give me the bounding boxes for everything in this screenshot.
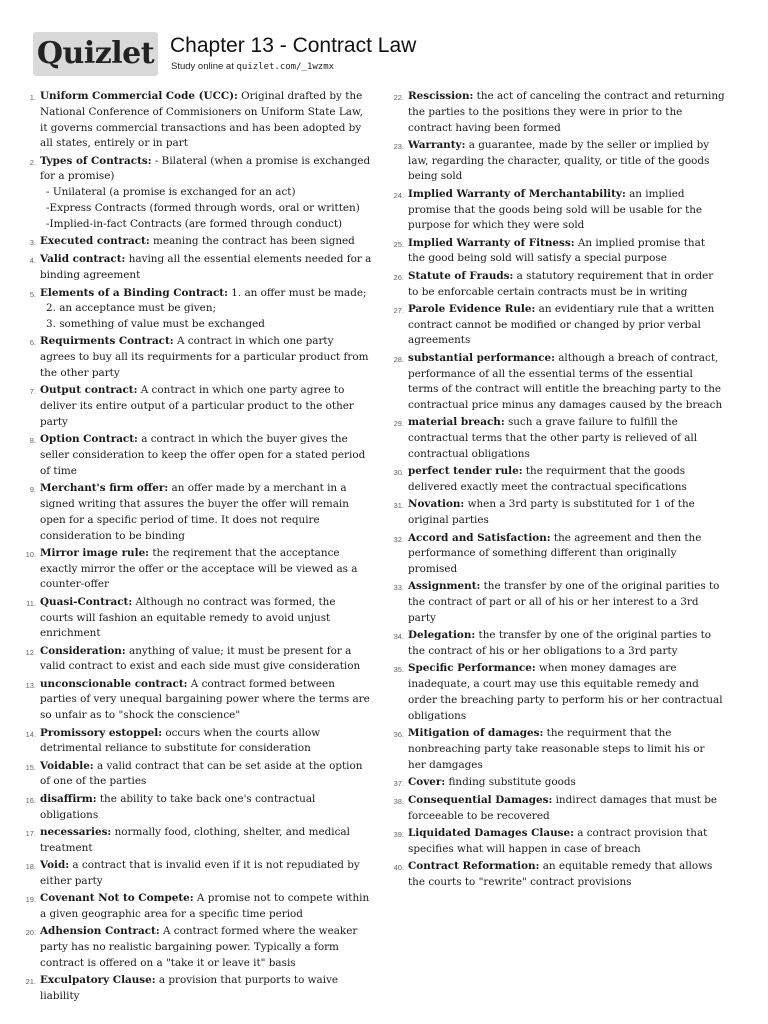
list-item bbox=[382, 579, 725, 626]
item-body bbox=[40, 924, 372, 971]
list-item bbox=[382, 793, 725, 825]
list-item bbox=[382, 236, 725, 268]
item-definition: the requirment that the goods delivered exactly meet the contractual specifications bbox=[408, 465, 687, 494]
item-definition: A contract in which one party agree to deliver its entire output of a particular product to the other party bbox=[40, 384, 354, 428]
item-number: 12. bbox=[25, 647, 36, 657]
item-definition: - Bilateral (when a promise is exchanged for a promise) bbox=[40, 154, 371, 183]
item-term: Implied Warranty of Merchantability: bbox=[408, 187, 626, 200]
list-item bbox=[382, 826, 725, 858]
item-body bbox=[408, 726, 725, 773]
list-item bbox=[382, 89, 725, 136]
item-body bbox=[408, 302, 725, 349]
item-term: disaffirm: bbox=[40, 792, 97, 805]
item-body bbox=[408, 531, 725, 578]
item-number: 9. bbox=[29, 485, 36, 495]
item-term: Output contract: bbox=[40, 384, 138, 397]
item-definition: normally food, clothing, shelter, and medical treatment bbox=[40, 825, 350, 854]
list-item bbox=[382, 269, 725, 301]
item-number: 19. bbox=[25, 895, 36, 905]
item-body bbox=[40, 891, 372, 923]
item-term: Parole Evidence Rule: bbox=[408, 302, 536, 315]
item-number: 16. bbox=[25, 795, 36, 805]
right-column bbox=[382, 89, 725, 893]
item-number: 2. bbox=[29, 157, 36, 167]
list-item bbox=[382, 351, 725, 414]
item-definition: the requirment that the nonbreaching party take reasonable steps to limit his or her damgages bbox=[408, 727, 705, 771]
item-number: 27. bbox=[393, 305, 404, 315]
item-subline: -Express Contracts (formed through words, oral or written) bbox=[46, 202, 360, 215]
item-body bbox=[40, 252, 372, 284]
item-term: Specific Performance: bbox=[408, 662, 536, 675]
list-item bbox=[14, 546, 372, 593]
item-number: 30. bbox=[393, 468, 404, 478]
item-number: 14. bbox=[25, 729, 36, 739]
item-subline: 3. something of value must be exchanged bbox=[46, 318, 265, 331]
item-body bbox=[40, 432, 372, 479]
item-term: unconscionable contract: bbox=[40, 677, 188, 690]
list-item bbox=[14, 286, 372, 333]
item-term: Consequential Damages: bbox=[408, 794, 553, 807]
item-definition: an implied promise that the goods being sold will be usable for the purpose for which they were sold bbox=[408, 187, 703, 232]
list-item bbox=[14, 481, 372, 544]
item-body bbox=[408, 775, 725, 791]
list-item bbox=[382, 775, 725, 792]
item-definition: A contract formed between parties of very unequal bargaining power where the terms are so unfair as to "shock the conscience" bbox=[40, 677, 370, 722]
item-definition: although a breach of contract, performance of all the essential terms of the essential terms of the contract will entitle the breaching party to the contractual price minus any damages caused by the breach bbox=[408, 351, 723, 412]
item-body bbox=[40, 973, 372, 1005]
item-number: 15. bbox=[25, 762, 36, 772]
item-definition: a contract that is invalid even if it is not repudiated by either party bbox=[40, 858, 360, 887]
item-definition: A contract formed where the weaker party has no realistic bargaining power. Typically a form contract is offered on a "take it or leave it" basis bbox=[40, 925, 358, 969]
item-term: Merchant's firm offer: bbox=[40, 482, 169, 495]
item-body bbox=[408, 497, 725, 529]
item-body bbox=[40, 481, 372, 544]
list-item bbox=[14, 252, 372, 284]
item-body bbox=[40, 825, 372, 857]
item-definition: a statutory requirement that in order to be enforcable certain contracts must be in writing bbox=[408, 269, 714, 298]
item-body bbox=[408, 415, 725, 462]
item-number: 38. bbox=[393, 797, 404, 807]
item-definition: An implied promise that the good being sold will satisfy a special purpose bbox=[408, 236, 705, 265]
item-number: 11. bbox=[26, 598, 36, 608]
item-number: 1. bbox=[29, 93, 36, 102]
item-number: 20. bbox=[25, 928, 36, 938]
item-definition: having all the essential elements needed for a binding agreement bbox=[40, 253, 372, 282]
item-term: perfect tender rule: bbox=[408, 465, 523, 478]
item-body bbox=[40, 234, 372, 250]
item-number: 13. bbox=[25, 680, 36, 690]
list-item bbox=[382, 628, 725, 660]
item-term: Quasi-Contract: bbox=[40, 595, 133, 608]
item-definition: anything of value; it must be present for a valid contract to exist and each side must give consideration bbox=[40, 644, 361, 673]
item-term: Statute of Frauds: bbox=[408, 269, 514, 282]
item-number: 5. bbox=[29, 289, 36, 299]
item-number: 3. bbox=[29, 238, 36, 248]
item-definition: a valid contract that can be set aside at the option of one of the parties bbox=[40, 759, 363, 788]
list-item bbox=[14, 154, 372, 233]
item-subline: -Implied-in-fact Contracts (are formed through conduct) bbox=[46, 217, 343, 230]
item-number: 26. bbox=[393, 272, 404, 282]
item-number: 24. bbox=[393, 190, 404, 200]
item-definition: a contract in which the buyer gives the seller consideration to keep the offer open for a stated period of time bbox=[40, 433, 366, 477]
list-item bbox=[382, 661, 725, 724]
item-body bbox=[408, 628, 725, 660]
item-definition: the transfer by one of the original parties to the contract of his or her obligations to a 3rd party bbox=[408, 629, 712, 658]
item-body bbox=[40, 154, 372, 233]
item-body bbox=[408, 859, 725, 891]
item-definition: such a grave failure to fulfill the contractual terms that the other party is relieved of all contractual obligations bbox=[408, 416, 698, 461]
list-item bbox=[14, 432, 372, 479]
item-term: Assignment: bbox=[408, 580, 481, 593]
item-term: Requirments Contract: bbox=[40, 335, 174, 348]
item-number: 22. bbox=[393, 93, 404, 102]
page-title: Chapter 13 - Contract Law bbox=[170, 34, 417, 57]
item-number: 31. bbox=[393, 501, 404, 511]
item-term: Valid contract: bbox=[40, 253, 126, 266]
list-item bbox=[382, 859, 725, 891]
item-number: 37. bbox=[393, 778, 404, 788]
item-body bbox=[40, 89, 372, 152]
left-column bbox=[14, 89, 372, 1006]
list-item bbox=[14, 924, 372, 971]
item-subline: - Unilateral (a promise is exchanged for an act) bbox=[46, 186, 296, 199]
item-body bbox=[408, 138, 725, 185]
item-number: 25. bbox=[393, 239, 404, 249]
item-term: Mitigation of damages: bbox=[408, 727, 544, 740]
list-item bbox=[14, 334, 372, 381]
list-item bbox=[14, 759, 372, 791]
item-term: Mirror image rule: bbox=[40, 546, 150, 559]
item-definition: the transfer by one of the original parities to the contract of part or all of his or her interest to a 3rd party bbox=[408, 580, 720, 624]
item-definition: a provision that purports to waive liability bbox=[40, 974, 339, 1002]
study-url-link[interactable]: quizlet.com/_1wzmx bbox=[236, 62, 335, 72]
item-definition: A promise not to compete within a given geographic area for a specific time period bbox=[40, 892, 370, 920]
list-item bbox=[14, 858, 372, 890]
item-number: 36. bbox=[393, 730, 404, 740]
list-item bbox=[382, 187, 725, 234]
item-body bbox=[40, 286, 372, 333]
item-definition: Original drafted by the National Conference of Commisioners on Uniform State Law, it governs commercial transactions and has been adopted by all states, entirely or in part bbox=[40, 90, 363, 150]
item-body bbox=[408, 187, 725, 234]
item-term: Novation: bbox=[408, 498, 465, 511]
item-body bbox=[408, 236, 725, 268]
item-definition: occurs when the courts allow detrimental reliance to substitute for consideration bbox=[40, 726, 321, 755]
item-number: 39. bbox=[393, 830, 404, 840]
item-body bbox=[408, 661, 725, 724]
list-item bbox=[14, 383, 372, 430]
list-item bbox=[14, 792, 372, 824]
item-body bbox=[408, 464, 725, 496]
item-term: Rescission: bbox=[408, 90, 474, 102]
item-number: 8. bbox=[29, 436, 36, 446]
item-number: 33. bbox=[393, 583, 404, 593]
list-item bbox=[14, 234, 372, 251]
item-term: Uniform Commercial Code (UCC): bbox=[40, 90, 238, 102]
list-item bbox=[382, 726, 725, 773]
item-number: 40. bbox=[393, 863, 404, 873]
item-definition: the agreement and then the performance of something different than originally promised bbox=[408, 531, 702, 576]
item-term: Voidable: bbox=[40, 759, 94, 772]
quizlet-logo: Quizlet bbox=[33, 32, 158, 76]
item-term: Void: bbox=[40, 858, 70, 871]
item-definition: indirect damages that must be forceeable to be recovered bbox=[408, 794, 718, 823]
item-number: 23. bbox=[393, 141, 404, 151]
item-number: 29. bbox=[393, 419, 404, 429]
item-term: Contract Reformation: bbox=[408, 860, 540, 873]
item-term: Implied Warranty of Fitness: bbox=[408, 236, 575, 249]
item-body bbox=[40, 858, 372, 890]
item-number: 17. bbox=[25, 828, 36, 838]
item-body bbox=[40, 677, 372, 724]
item-term: Covenant Not to Compete: bbox=[40, 892, 194, 905]
item-term: Types of Contracts: bbox=[40, 154, 152, 167]
list-item bbox=[14, 89, 372, 152]
item-definition: when money damages are inadequate, a court may use this equitable remedy and order the breaching party to perform his or her contractual obligations bbox=[408, 662, 723, 722]
item-term: Warranty: bbox=[408, 138, 466, 151]
list-item bbox=[382, 415, 725, 462]
item-term: Executed contract: bbox=[40, 235, 150, 248]
item-term: Promissory estoppel: bbox=[40, 726, 163, 739]
list-item bbox=[14, 891, 372, 923]
item-term: Consideration: bbox=[40, 644, 126, 657]
list-item bbox=[382, 138, 725, 185]
list-item bbox=[382, 464, 725, 496]
item-body bbox=[40, 383, 372, 430]
item-body bbox=[408, 351, 725, 414]
item-definition: an offer made by a merchant in a signed writing that assures the buyer the offer will remain open for a specific period of time. It does not require consideration to be binding bbox=[40, 482, 349, 542]
item-definition: A contract in which one party agrees to buy all its requirments for a particular product from the other party bbox=[40, 335, 369, 380]
item-term: Cover: bbox=[408, 775, 446, 788]
item-definition: a guarantee, made by the seller or implied by law, regarding the character, quality, or title of the goods being sold bbox=[408, 138, 710, 183]
item-number: 34. bbox=[393, 632, 404, 642]
item-definition: the ability to take back one's contractual obligations bbox=[40, 792, 316, 821]
item-term: Exculpatory Clause: bbox=[40, 974, 156, 987]
item-definition: a contract provision that specifies what will happen in case of breach bbox=[408, 827, 708, 856]
item-term: Adhension Contract: bbox=[40, 925, 160, 938]
item-body bbox=[40, 546, 372, 593]
item-body bbox=[40, 726, 372, 758]
item-subline: 2. an acceptance must be given; bbox=[46, 302, 217, 315]
item-number: 10. bbox=[25, 549, 36, 559]
list-item bbox=[382, 531, 725, 578]
list-item bbox=[14, 595, 372, 642]
item-term: substantial performance: bbox=[408, 351, 555, 364]
item-definition: the reqirement that the acceptance exactly mirror the offer or the acceptace will be viewed as a counter-offer bbox=[40, 546, 358, 591]
item-body bbox=[408, 89, 725, 136]
item-term: Liquidated Damages Clause: bbox=[408, 827, 574, 840]
item-body bbox=[408, 269, 725, 301]
item-definition: when a 3rd party is substituted for 1 of the original parties bbox=[408, 498, 695, 527]
item-term: Elements of a Binding Contract: bbox=[40, 286, 228, 299]
item-term: Delegation: bbox=[408, 629, 476, 642]
item-body bbox=[40, 759, 372, 791]
item-number: 28. bbox=[393, 354, 404, 364]
item-body bbox=[40, 595, 372, 642]
item-definition: 1. an offer must be made; bbox=[227, 286, 367, 299]
item-term: Option Contract: bbox=[40, 433, 138, 446]
item-body bbox=[408, 579, 725, 626]
list-item bbox=[382, 497, 725, 529]
list-item bbox=[14, 677, 372, 724]
item-definition: finding substitute goods bbox=[445, 775, 576, 788]
item-definition: Although no contract was formed, the courts will fashion an equitable remedy to avoid unjust enrichment bbox=[40, 595, 336, 640]
item-definition: an equitable remedy that allows the courts to "rewrite" contract provisions bbox=[408, 860, 713, 889]
item-definition: meaning the contract has been signed bbox=[149, 235, 355, 248]
study-online-note bbox=[171, 61, 334, 72]
item-body bbox=[40, 792, 372, 824]
subtitle-prefix: Study online at bbox=[171, 61, 237, 72]
list-item bbox=[14, 644, 372, 676]
list-item bbox=[14, 973, 372, 1005]
item-number: 32. bbox=[393, 534, 404, 544]
item-number: 6. bbox=[29, 338, 36, 348]
page-header bbox=[33, 32, 733, 78]
item-number: 35. bbox=[393, 665, 404, 675]
item-definition: an evidentiary rule that a written contract cannot be modified or changed by prior verbal agreements bbox=[408, 302, 715, 347]
item-number: 4. bbox=[29, 256, 36, 266]
item-number: 21. bbox=[25, 977, 36, 987]
item-body bbox=[40, 334, 372, 381]
item-body bbox=[408, 826, 725, 858]
item-number: 7. bbox=[29, 387, 36, 397]
item-definition: the act of canceling the contract and returning the parties to the positions they were in prior to the contract having been formed bbox=[408, 90, 725, 134]
item-number: 18. bbox=[25, 861, 36, 871]
item-term: material breach: bbox=[408, 416, 505, 429]
list-item bbox=[14, 726, 372, 758]
item-term: Accord and Satisfaction: bbox=[408, 531, 551, 544]
item-body bbox=[40, 644, 372, 676]
item-body bbox=[408, 793, 725, 825]
item-term: necessaries: bbox=[40, 825, 112, 838]
list-item bbox=[14, 825, 372, 857]
list-item bbox=[382, 302, 725, 349]
